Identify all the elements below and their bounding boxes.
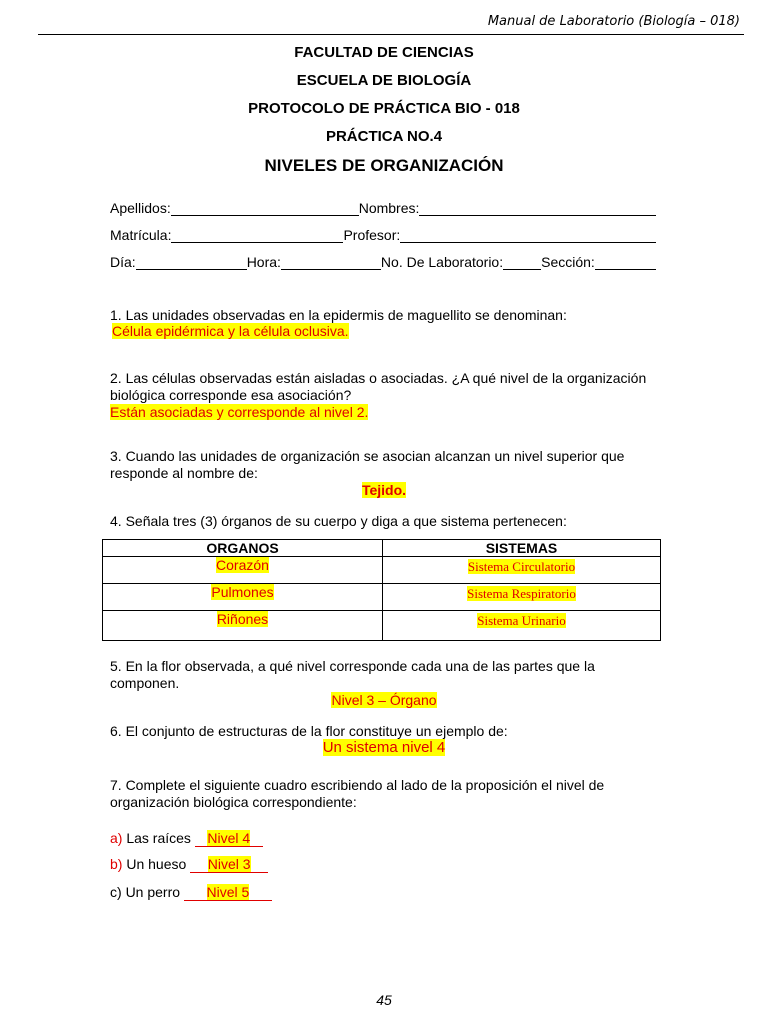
question-4: 4. Señala tres (3) órganos de su cuerpo y diga a que sistema pertenecen:: [110, 513, 567, 529]
school-title: ESCUELA DE BIOLOGÍA: [296, 72, 472, 89]
question-3-answer: Tejido.: [361, 482, 407, 498]
hora-label: Hora:: [246, 254, 281, 270]
question-1-answer-wrap: [112, 323, 672, 340]
level-answer: Nivel 5: [206, 884, 250, 900]
level-item-a: [110, 830, 263, 847]
form-row-id: [110, 227, 656, 243]
hora-field[interactable]: [281, 257, 381, 270]
level-item-label: Las raíces: [126, 830, 191, 846]
topic-title: NIVELES DE ORGANIZACIÓN: [264, 156, 504, 175]
level-answer-field[interactable]: [195, 830, 263, 847]
systems-header: SISTEMAS: [383, 540, 661, 557]
question-5-line1: 5. En la flor observada, a qué nivel corresponde cada una de las partes que la: [110, 658, 595, 674]
level-answer: Nivel 4: [207, 830, 251, 846]
question-5: [110, 658, 670, 692]
header-rule: [38, 34, 744, 35]
question-2: [110, 370, 670, 421]
table-row: [103, 557, 661, 584]
system-cell: Sistema Urinario: [477, 613, 566, 628]
seccion-label: Sección:: [541, 254, 595, 270]
nombres-field[interactable]: [419, 203, 656, 216]
level-answer: Nivel 3: [207, 856, 251, 872]
organs-table: [102, 539, 661, 641]
practice-title: PRÁCTICA NO.4: [325, 128, 443, 145]
system-cell: Sistema Circulatorio: [467, 559, 576, 574]
question-3-answer-wrap: [0, 482, 768, 498]
form-row-schedule: [110, 254, 656, 270]
organ-cell: Pulmones: [211, 584, 274, 600]
page-number: 45: [376, 992, 392, 1008]
apellidos-label: Apellidos:: [110, 200, 171, 216]
question-5-answer: Nivel 3 – Órgano: [331, 692, 437, 708]
matricula-label: Matrícula:: [110, 227, 172, 243]
question-3: [110, 448, 670, 482]
level-item-label: Un hueso: [126, 856, 187, 872]
question-2-line1: 2. Las células observadas están aisladas o asociadas. ¿A qué nivel de la organización: [110, 370, 647, 386]
laboratorio-label: No. De Laboratorio:: [380, 254, 504, 270]
dia-field[interactable]: [136, 257, 247, 270]
level-item-label: Un perro: [125, 884, 181, 900]
question-2-line2: biológica corresponde esa asociación?: [110, 387, 352, 403]
question-5-line2: componen.: [110, 675, 180, 691]
system-cell: Sistema Respiratorio: [467, 586, 576, 601]
level-letter: b): [110, 856, 123, 872]
level-letter: c): [110, 884, 122, 900]
table-row: [103, 611, 661, 641]
question-2-answer: Están asociadas y corresponde al nivel 2.: [110, 404, 369, 420]
seccion-field[interactable]: [595, 257, 656, 270]
laboratorio-field[interactable]: [503, 257, 541, 270]
organ-cell: Corazón: [216, 557, 269, 573]
question-7: [110, 777, 670, 811]
nombres-label: Nombres:: [358, 200, 420, 216]
organs-header: ORGANOS: [103, 540, 383, 557]
table-header-row: [103, 540, 661, 557]
faculty-title: FACULTAD DE CIENCIAS: [294, 44, 474, 61]
level-letter: a): [110, 830, 123, 846]
apellidos-field[interactable]: [171, 203, 359, 216]
table-row: [103, 584, 661, 611]
level-answer-field[interactable]: [184, 884, 272, 901]
level-item-c: [110, 884, 272, 901]
question-3-line1: 3. Cuando las unidades de organización se asocian alcanzan un nivel superior que: [110, 448, 625, 464]
question-7-line1: 7. Complete el siguiente cuadro escribiendo al lado de la proposición el nivel de: [110, 777, 605, 793]
question-7-line2: organización biológica correspondiente:: [110, 794, 357, 810]
question-1: 1. Las unidades observadas en la epidermis de maguellito se denominan:: [110, 307, 567, 323]
question-6: 6. El conjunto de estructuras de la flor constituye un ejemplo de:: [110, 723, 508, 739]
running-header: Manual de Laboratorio (Biología – 018): [487, 14, 740, 29]
dia-label: Día:: [110, 254, 136, 270]
profesor-field[interactable]: [400, 230, 656, 243]
question-5-answer-wrap: [0, 692, 768, 708]
level-answer-field[interactable]: [190, 856, 268, 873]
question-6-answer-wrap: [0, 739, 768, 756]
question-6-answer: Un sistema nivel 4: [322, 739, 446, 756]
form-row-names: [110, 200, 656, 216]
organ-cell: Riñones: [216, 611, 269, 627]
question-1-answer: Célula epidérmica y la célula oclusiva.: [112, 323, 349, 339]
question-3-line2: responde al nombre de:: [110, 465, 258, 481]
matricula-field[interactable]: [171, 230, 343, 243]
profesor-label: Profesor:: [343, 227, 401, 243]
level-item-b: [110, 856, 268, 873]
protocol-title: PROTOCOLO DE PRÁCTICA BIO - 018: [248, 100, 520, 117]
